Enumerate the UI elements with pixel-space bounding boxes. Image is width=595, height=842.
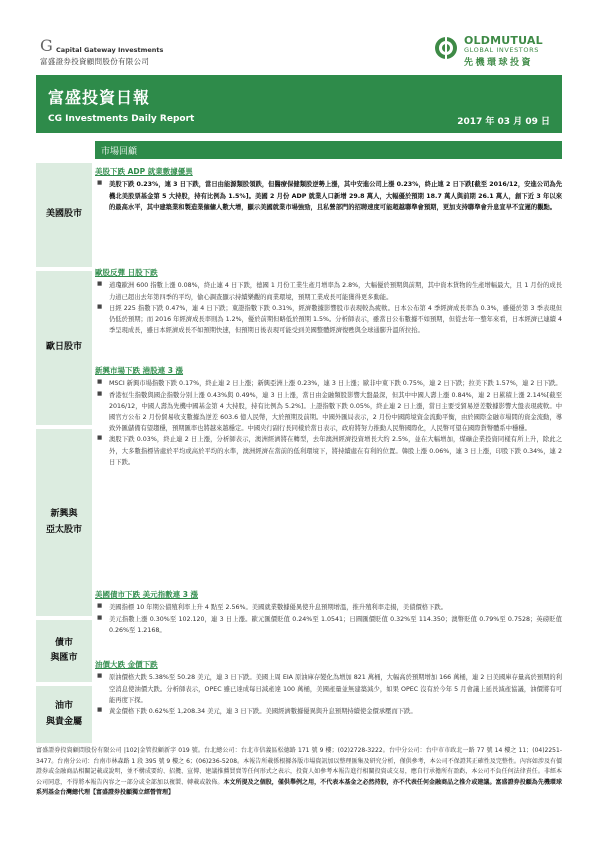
block-headline: 美國債市下跌 美元指數連 3 漲 (95, 590, 199, 599)
old-mutual-name-zh: 先機環球投資 (464, 58, 534, 68)
bullet-item: ■ 澳股下跌 0.03%，終止連 2 日上漲，分析師表示，澳洲經濟將在轉型，去年澳洲經濟投資增長大約 2.5%，並在大幅增加，煤礦企業投資同樣有所上升，除此之外，大多數指標皆處於平均或高於平均的水準，澳洲經濟在當前的低利環境下，將持續處在有利的位置。韓股上漲 0.06%，連 3 日上漲，印股下跌 0.34%，連 2 日下跌。 (97, 435, 562, 466)
report-date: 2017 年 03 月 09 日 (457, 117, 550, 127)
section-title-market-review: 市場回顧 (95, 141, 562, 159)
bullet-square-icon: ■ (97, 379, 103, 386)
bullet-item: ■ 美元指數上漲 0.30%至 102.120，連 3 日上漲。歐元匯價貶值 0.24%至 1.0541；日圓匯價貶值 0.32%至 114.350；澳幣貶值 0.79%至 0.7528；英磅貶值 0.26%至 1.2168。 (97, 614, 562, 634)
disclaimer-bold-text: 本文所提及之個股，僅供舉例之用，不代表本基金之必然持股，亦不代表任何金融商品之推介或建議。富盛證券投顧為先機環球系列基金台灣總代理【富盛證券投顧獨立經營管理】 (36, 778, 562, 796)
page-header (0, 0, 595, 76)
old-mutual-logo (434, 34, 564, 70)
region-column (36, 163, 92, 743)
block-headline: 歐股反彈 日股下跌 (95, 268, 158, 277)
bullet-item: ■ 香港恒生指數與國企指數分別上漲 0.43%與 0.49%，連 3 日上漲，當日由金融類股影響大盤最深，但其中中國人壽上漲 0.84%，連 2 日累積上漲 2.14%[截至 2016/12，中國人壽為先機中國基金第 4 大持股，持有比例為 5.2%]。上證指數下跌 0.05%，終止連 2 日上漲，當日主要受貿易逆差數據影響大盤表現疲軟。中國官方公布 2 月份貿易收支數據為逆差 603.6 億人民幣，大於預期及前期。中國外匯局表示，2 月份中國跨境資金流動平衡，由於國際金融市場間的資金流動，導致外匯儲備有望趨穩，預期匯率也將越來越穩定。中國央行副行長同樣於當日表示，政府將努力推動人民幣國際化，人民幣可望在國際貨幣體系中穩穩。 (97, 390, 562, 433)
report-title: 富盛投資日報 (48, 88, 151, 107)
region-oil-metals (36, 686, 92, 743)
bullet-square-icon: ■ (97, 673, 103, 680)
bullet-square-icon: ■ (97, 603, 103, 610)
region-us-stocks (36, 163, 92, 267)
region-bonds-fx (36, 620, 92, 682)
capital-gateway-mark: G (40, 36, 53, 55)
bullet-item: ■ 黃金價格下跌 0.62%至 1,208.34 美元，連 3 日下跌。美國經濟數據優異與升息預期持續使金價承壓而下跌。 (97, 706, 417, 715)
region-label: 與貴金屬 (45, 716, 82, 727)
bullet-square-icon: ■ (97, 435, 103, 442)
bullet-item: ■ 日經 225 指數下跌 0.47%，連 4 日下跌；東證指數下跌 0.31%，經濟數據影響股市表現較為疲軟。日本公布第 4 季經濟成長率為 0.3%，雖優於第 3 季表現但仍低於預期；而 2016 年經濟成長率則為 1.2%，優於前期但略低於預期 1.5%。分析師表示，雖當日公布數據不如預期，但從去年一整年來看，日本經濟已連續 4 季呈現成長，雖日本經濟成長不如預期快速，但預期日後表現可能受到美國整體經濟復甦與全球通膨升溫所拉抬。 (97, 303, 562, 335)
old-mutual-sub-en: GLOBAL INVESTORS (464, 46, 539, 54)
bullet-item: ■ MSCI 新興市場指數下跌 0.17%，終止連 2 日上漲；新興亞洲上漲 0.23%，連 3 日上漲；歐非中東下跌 0.75%，連 2 日下跌；拉美下跌 1.57%，連 2 日下跌。 (97, 379, 562, 388)
capital-gateway-name-en: Capital Gateway Investments (56, 46, 164, 54)
bullet-square-icon: ■ (97, 706, 103, 713)
disclaimer-footer (36, 746, 562, 799)
capital-gateway-name-zh: 富盛證券投資顧問股份有限公司 (40, 57, 150, 66)
block-us-stocks (95, 165, 562, 213)
region-label: 油市 (54, 701, 73, 712)
block-headline: 新興市場下跌 港股連 3 漲 (95, 366, 184, 375)
disclaimer-text: 富盛證券投資顧問股份有限公司 |102|金管投顧新字 019 號。台北總公司：台北市信義區松德路 171 號 9 樓；(02)2728-3222。台中分公司：台中市市政北一路 77 號 14 樓之 11；(04)2251-3477。台南分公司：台南市林森路 1 段 395 號 9 樓之 6；(06)236-5208。本報告所載係根據各版市場資訊加以整理匯集及研究分析，僅供參考，本公司不保證其正確性及完整性。內容如涉及有價證券或金融商品相關記載或說明，並不構成要約、招攬、宣傳、建議推薦買賣等任何形式之表示，投資人如參考本報告進行相關投資或交易，應自行承擔所有盈虧，本公司不負任何法律責任。非經本公司同意，不得將本報告內容之一部分或全部加以複製、轉載或散佈。 (36, 747, 562, 786)
block-eu-jp-stocks (95, 266, 562, 336)
block-emerging-apac (95, 364, 562, 468)
region-label: 歐日股市 (45, 342, 82, 353)
bullet-square-icon: ■ (97, 614, 103, 621)
block-headline: 美股下跌 ADP 就業數據優異 (95, 167, 193, 176)
region-label: 亞太股市 (45, 524, 82, 535)
report-banner (36, 75, 562, 133)
bullet-square-icon: ■ (97, 390, 103, 397)
block-oil-metals (95, 658, 562, 717)
bullet-square-icon: ■ (97, 180, 103, 187)
old-mutual-emblem-icon (434, 36, 458, 60)
region-label: 債市 (54, 637, 73, 648)
region-label: 與匯市 (50, 653, 78, 663)
block-bonds-fx (95, 588, 562, 636)
report-subtitle: CG Investments Daily Report (48, 114, 195, 124)
bullet-square-icon: ■ (97, 303, 103, 310)
bullet-item: ■ 道瓊歐洲 600 指數上漲 0.08%，終止連 4 日下跌，德國 1 月份工業生產月增率為 2.8%，大幅優於預期與前期，其中資本貨物的生產增幅最大，且 1 月份的成長力道已超出去年第四季的平均，偷心調查顯示持續樂觀的商業環境，預期工業成長可能獲得更多動能。 (97, 281, 562, 301)
region-emerging-apac (36, 429, 92, 616)
bullet-item: ■ 美股下跌 0.23%，連 3 日下跌，當日由能源類股領跌，但醫療保健類股逆勢上漲，其中安進公司上漲 0.23%，終止連 2 日下跌[截至 2016/12，安進公司為先機北美股票基金第 5 大持股，持有比例為 1.5%]。美國 2 月份 ADP 就業人口新增 29.8 萬人，大幅優於預期 18.7 萬人與前期 26.1 萬人，創下近 3 年以來的最高水平，其中建築業和製造業僱傭人數大增，顯示美國就業市場強勁，且私營部門的招聘速度可能超越聯準會預期，更加支持聯準會升息宣早不宜遲的觀點。 (97, 180, 562, 211)
region-label: 美國股市 (45, 209, 82, 220)
bullet-square-icon: ■ (97, 281, 103, 288)
old-mutual-name-en: OLDMUTUAL (464, 34, 543, 47)
bullet-item: ■ 美國指標 10 年期公債殖利率上升 4 點至 2.56%。美國就業數據優異使升息預期增溫，推升殖利率走揚，美債價格下跌。 (97, 603, 447, 612)
bullet-item: ■ 原油價格大跌 5.38%至 50.28 美元，連 3 日下跌。美國上周 EIA 原油庫存變化為增加 821 萬桶，大幅高於預期增加 166 萬桶，連 2 日美國庫存量高於預期的利空消息使油價大跌。分析師表示，OPEC 雖已達成每日減產達 100 萬桶，美國產量並無建築減少，如果 OPEC 沒有於今年 5 月會議上延長減產協議，油價將有可能再度下探。 (97, 673, 562, 704)
region-eu-jp-stocks (36, 271, 92, 425)
block-headline: 油價大跌 金價下跌 (95, 660, 158, 669)
region-label: 新興與 (50, 509, 78, 520)
